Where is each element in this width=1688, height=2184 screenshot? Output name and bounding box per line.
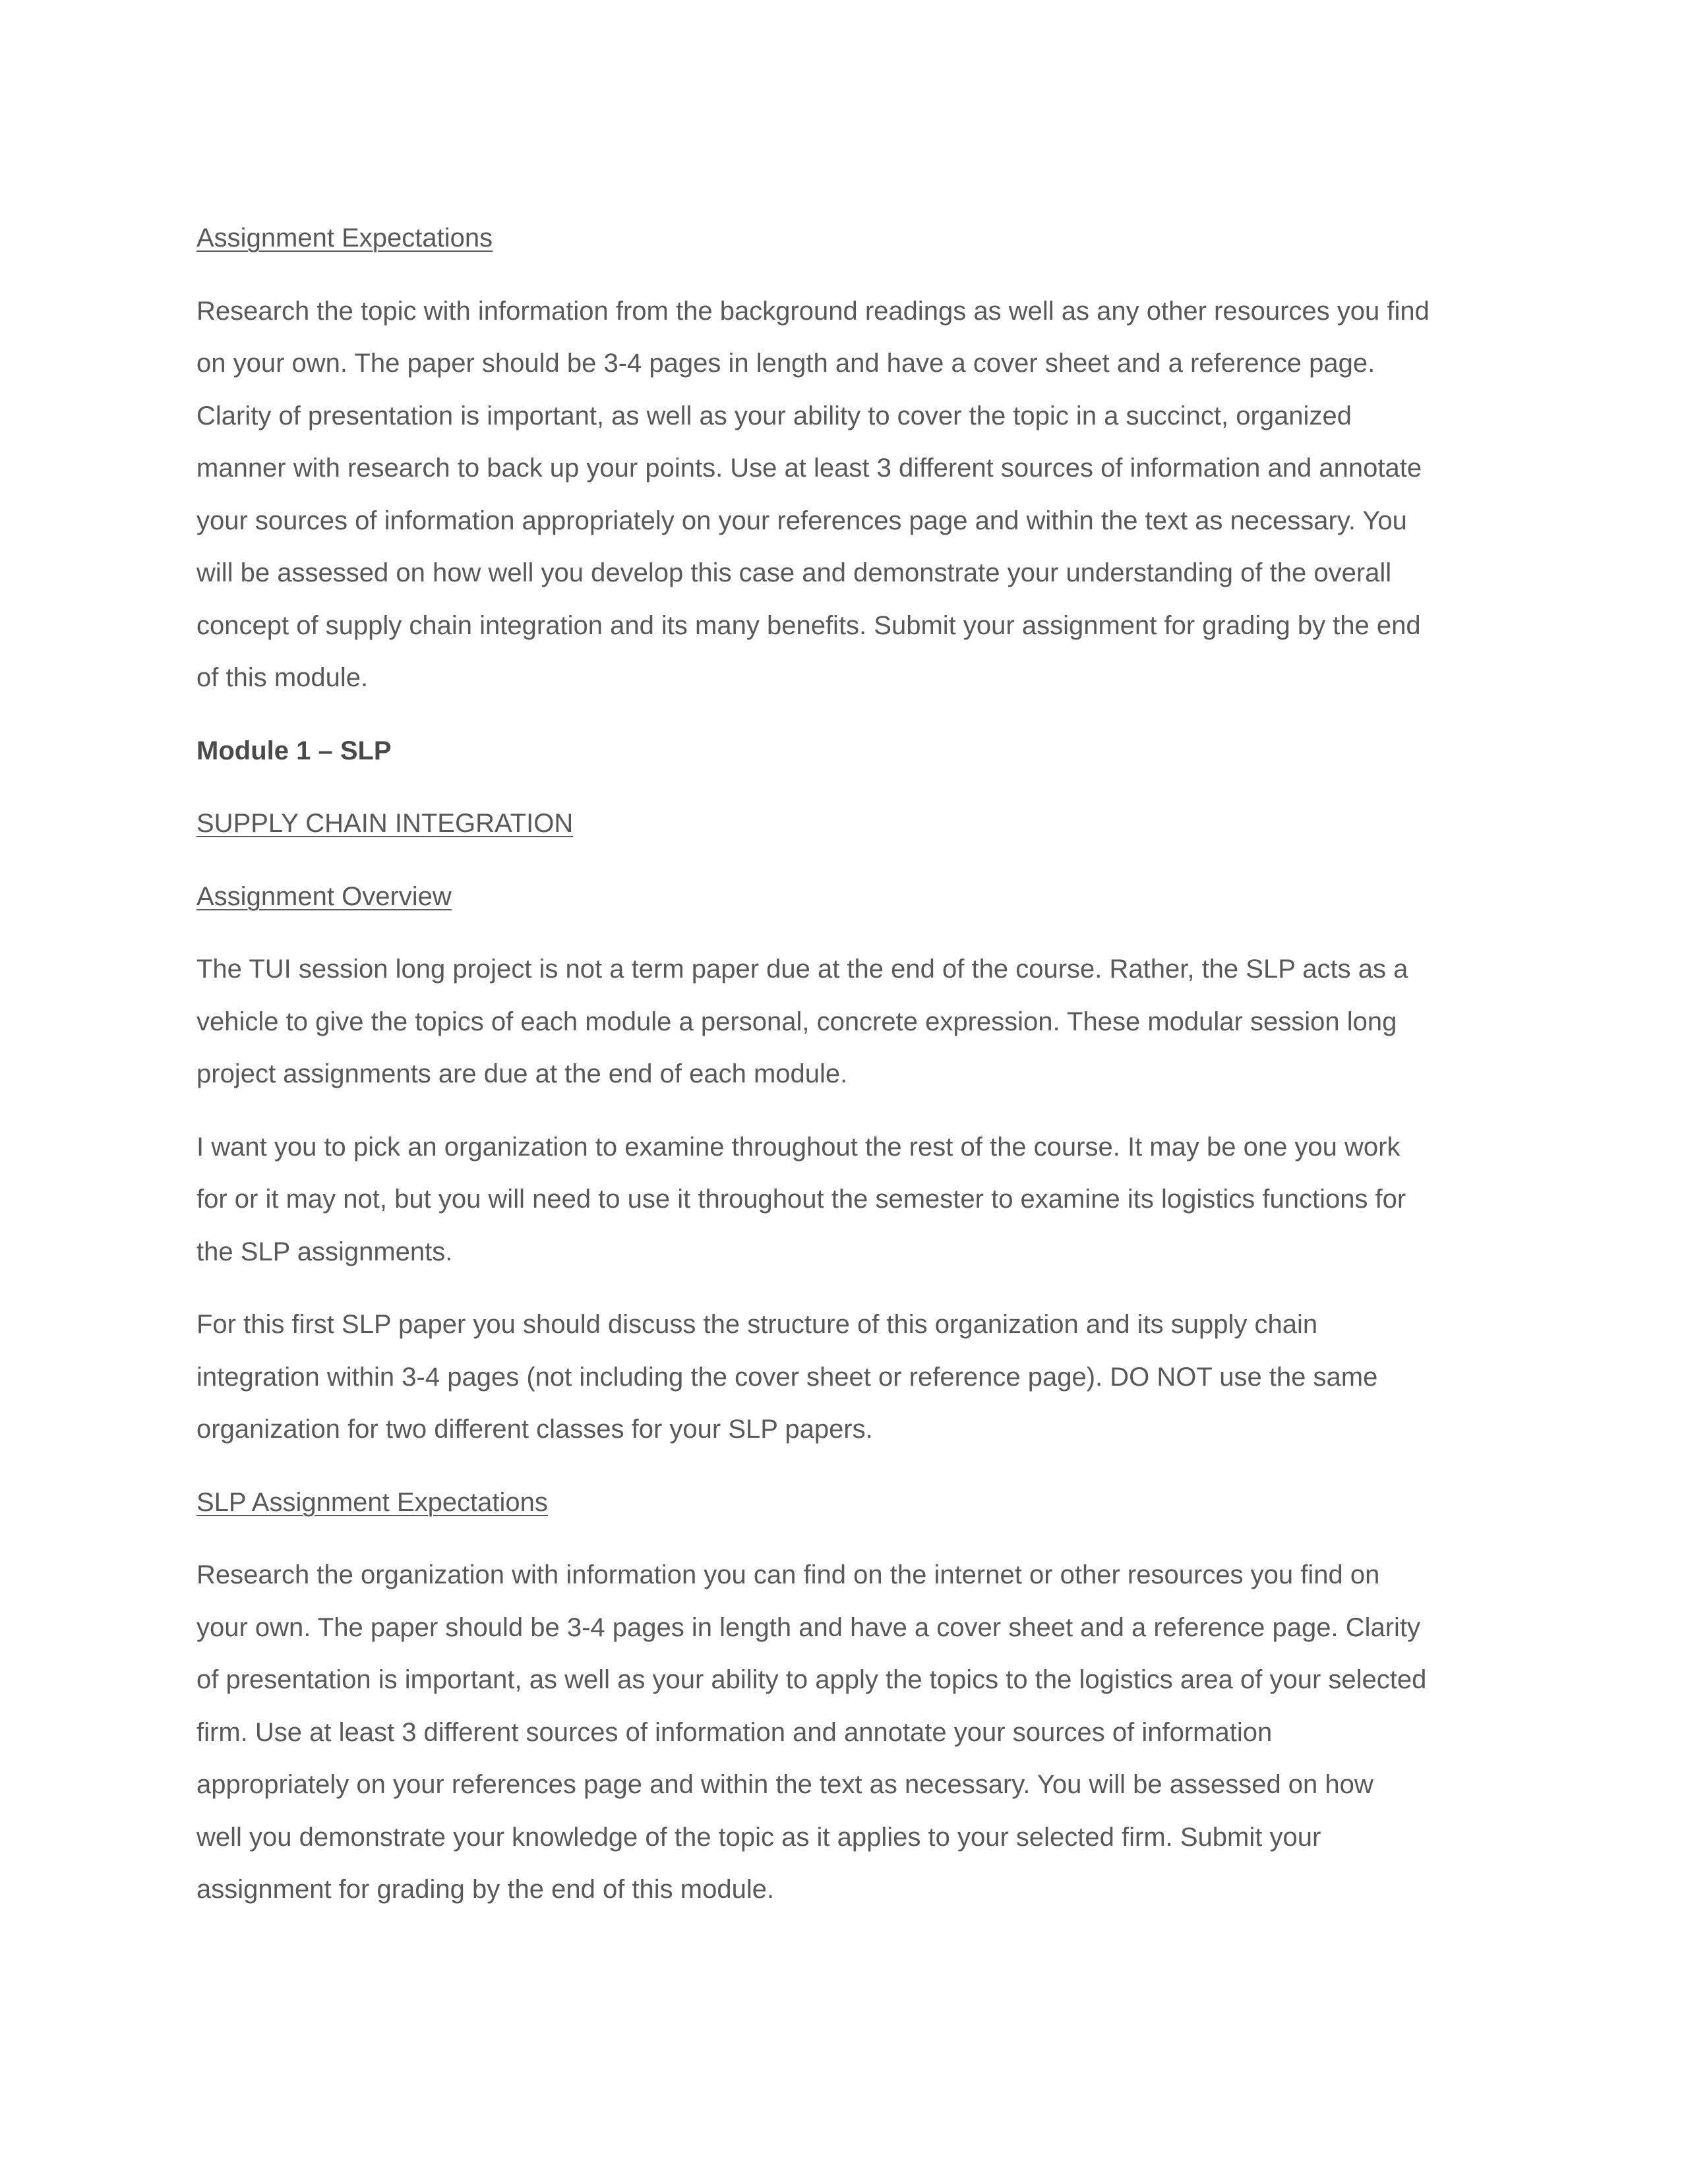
topic-heading <box>196 798 1502 850</box>
paragraph-line: well you demonstrate your knowledge of the topic as it applies to your selected firm. Submit your <box>196 1822 1321 1852</box>
paragraph-line: the SLP assignments. <box>196 1237 453 1266</box>
slp-assignment-expectations-heading-text: SLP Assignment Expectations <box>196 1487 548 1517</box>
paragraph-line: of presentation is important, as well as your ability to apply the topics to the logistics area of your selected <box>196 1665 1427 1694</box>
topic-heading-text: SUPPLY CHAIN INTEGRATION <box>196 809 574 838</box>
paragraph-line: your sources of information appropriately on your references page and within the text as necessary. You <box>196 506 1407 535</box>
paragraph-line: firm. Use at least 3 different sources of information and annotate your sources of information <box>196 1717 1273 1747</box>
assignment-overview-heading <box>196 871 1502 924</box>
assignment-overview-heading-text: Assignment Overview <box>196 881 452 911</box>
paragraph-line: of this module. <box>196 663 369 692</box>
slp-assignment-expectations-heading <box>196 1477 1502 1529</box>
paragraph-line: For this first SLP paper you should discuss the structure of this organization and its supply chain <box>196 1310 1318 1339</box>
assignment-expectations-heading-text: Assignment Expectations <box>196 223 493 252</box>
paragraph-line: your own. The paper should be 3-4 pages in length and have a cover sheet and a reference page. Clarity <box>196 1612 1421 1642</box>
paragraph-line: integration within 3-4 pages (not including the cover sheet or reference page). DO NOT use the same <box>196 1362 1378 1392</box>
paragraph-line: will be assessed on how well you develop this case and demonstrate your understanding of the overall <box>196 558 1392 587</box>
paragraph-line: project assignments are due at the end of each module. <box>196 1059 848 1088</box>
assignment-expectations-heading <box>196 212 1502 265</box>
document-body <box>196 212 1502 1937</box>
paragraph-line: concept of supply chain integration and its many benefits. Submit your assignment for grading by the end <box>196 610 1421 640</box>
paragraph-line: assignment for grading by the end of this module. <box>196 1875 775 1904</box>
paragraph-line: Research the organization with information you can find on the internet or other resources you find on <box>196 1560 1380 1589</box>
paragraph-line: vehicle to give the topics of each module a personal, concrete expression. These modular session long <box>196 1007 1397 1036</box>
paragraph-topic-research <box>196 285 1502 705</box>
paragraph-first-slp-paper <box>196 1299 1502 1456</box>
module-heading-text: Module 1 – SLP <box>196 736 392 765</box>
paragraph-line: on your own. The paper should be 3-4 pages in length and have a cover sheet and a reference page. <box>196 349 1375 378</box>
paragraph-line: The TUI session long project is not a term paper due at the end of the course. Rather, the SLP acts as a <box>196 955 1408 984</box>
paragraph-line: appropriately on your references page and within the text as necessary. You will be assessed on how <box>196 1770 1373 1799</box>
paragraph-line: Clarity of presentation is important, as well as your ability to cover the topic in a succinct, organized <box>196 401 1352 430</box>
paragraph-slp-overview <box>196 943 1502 1101</box>
paragraph-line: manner with research to back up your points. Use at least 3 different sources of information and annotate <box>196 454 1422 483</box>
module-heading <box>196 725 1502 778</box>
paragraph-line: Research the topic with information from the background readings as well as any other resources you find <box>196 296 1430 326</box>
paragraph-line: organization for two different classes for your SLP papers. <box>196 1415 873 1444</box>
paragraph-line: for or it may not, but you will need to use it throughout the semester to examine its logistics functions for <box>196 1185 1406 1214</box>
paragraph-pick-organization <box>196 1121 1502 1279</box>
paragraph-line: I want you to pick an organization to examine throughout the rest of the course. It may be one you work <box>196 1132 1401 1162</box>
paragraph-organization-research <box>196 1549 1502 1916</box>
